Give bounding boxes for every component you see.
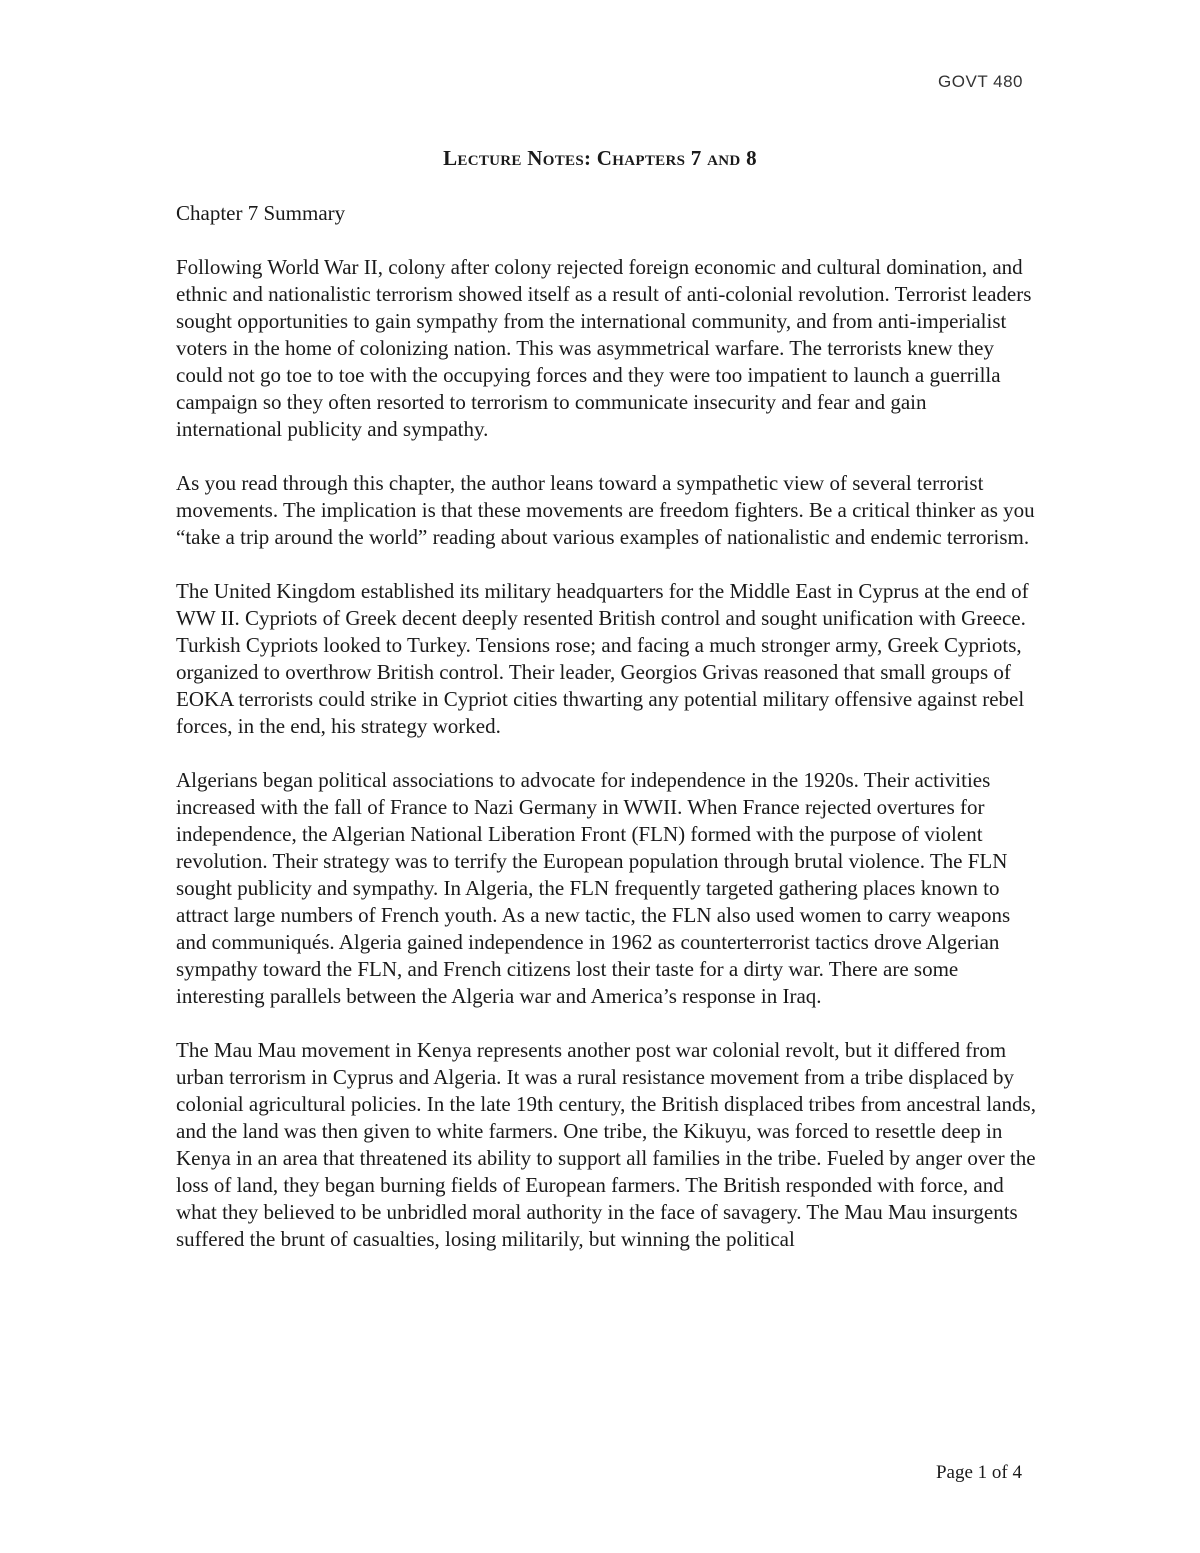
document-body xyxy=(176,200,1036,1280)
page-number: Page 1 of 4 xyxy=(935,1462,1022,1483)
paragraph-1: Following World War II, colony after colony rejected foreign economic and cultural domination, and ethnic and nationalistic terrorism showed itself as a result of anti-colonial revolution. Terrorist leaders sought opportunities to gain sympathy from the international community, and from anti-imperialist voters in the home of colonizing nation. This was asymmetrical warfare. The terrorists knew they could not go toe to toe with the occupying forces and they were too impatient to launch a guerrilla campaign so they often resorted to terrorism to communicate insecurity and fear and gain international publicity and sympathy. xyxy=(176,255,1032,441)
section-subheading: Chapter 7 Summary xyxy=(176,201,346,225)
paragraph-2: As you read through this chapter, the author leans toward a sympathetic view of several terrorist movements. The implication is that these movements are freedom fighters. Be a critical thinker as you “take a trip around the world” reading about various examples of nationalistic and endemic terrorism. xyxy=(176,471,1035,549)
paragraph-5: The Mau Mau movement in Kenya represents another post war colonial revolt, but it differed from urban terrorism in Cyprus and Algeria. It was a rural resistance movement from a tribe displaced by colonial agricultural policies. In the late 19th century, the British displaced tribes from ancestral lands, and the land was then given to white farmers. One tribe, the Kikuyu, was forced to resettle deep in Kenya in an area that threatened its ability to support all families in the tribe. Fueled by anger over the loss of land, they began burning fields of European farmers. The British responded with force, and what they believed to be unbridled moral authority in the face of savagery. The Mau Mau insurgents suffered the brunt of casualties, losing militarily, but winning the political xyxy=(176,1038,1036,1251)
course-code: GOVT 480 xyxy=(938,72,1023,91)
page-title: Lecture Notes: Chapters 7 and 8 xyxy=(443,146,757,170)
paragraph-4: Algerians began political associations to advocate for independence in the 1920s. Their activities increased with the fall of France to Nazi Germany in WWII. When France rejected overtures for independence, the Algerian National Liberation Front (FLN) formed with the purpose of violent revolution. Their strategy was to terrify the European population through brutal violence. The FLN sought publicity and sympathy. In Algeria, the FLN frequently targeted gathering places known to attract large numbers of French youth. As a new tactic, the FLN also used women to carry weapons and communiqués. Algeria gained independence in 1962 as counterterrorist tactics drove Algerian sympathy toward the FLN, and French citizens lost their taste for a dirty war. There are some interesting parallels between the Algeria war and America’s response in Iraq. xyxy=(176,768,1011,1008)
paragraph-3: The United Kingdom established its military headquarters for the Middle East in Cyprus at the end of WW II. Cypriots of Greek decent deeply resented British control and sought unification with Greece. Turkish Cypriots looked to Turkey. Tensions rose; and facing a much stronger army, Greek Cypriots, organized to overthrow British control. Their leader, Georgios Grivas reasoned that small groups of EOKA terrorists could strike in Cypriot cities thwarting any potential military offensive against rebel forces, in the end, his strategy worked. xyxy=(176,579,1029,738)
